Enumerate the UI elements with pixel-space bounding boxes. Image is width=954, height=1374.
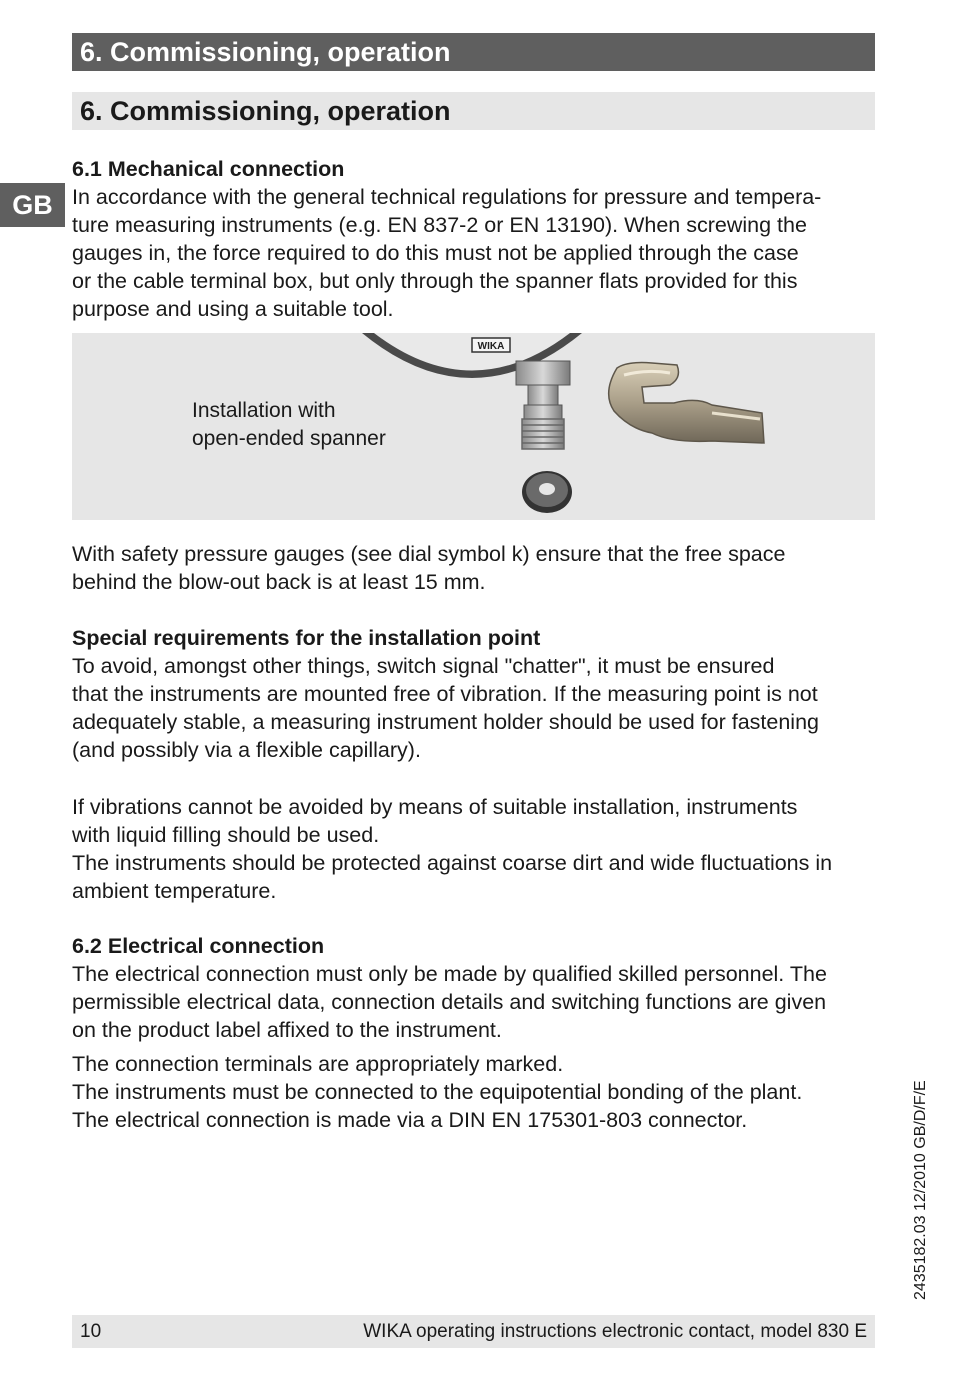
paragraph-line: If vibrations cannot be avoided by means of suitable installation, instruments: [72, 795, 798, 819]
paragraph-line: ambient temperature.: [72, 879, 277, 903]
paragraph-line: The instruments should be protected against coarse dirt and wide fluctuations in: [72, 851, 833, 875]
document-number: 2435182.03 12/2010 GB/D/F/E: [912, 1080, 929, 1300]
installation-figure: [72, 333, 875, 520]
paragraph-line: permissible electrical data, connection details and switching functions are given: [72, 990, 827, 1014]
section-6-2: [72, 932, 877, 1044]
paragraph-line: In accordance with the general technical regulations for pressure and tempera-: [72, 185, 822, 209]
wika-logo-label: WIKA: [477, 341, 505, 352]
paragraph-line: adequately stable, a measuring instrument holder should be used for fastening: [72, 710, 819, 734]
open-ended-spanner: [609, 363, 764, 443]
paragraph-line: that the instruments are mounted free of vibration. If the measuring point is not: [72, 682, 818, 706]
paragraph-line: gauges in, the force required to do this must not be applied through the case: [72, 241, 799, 265]
special-requirements-heading: Special requirements for the installation point: [72, 626, 541, 650]
section-header-light: 6. Commissioning, operation: [72, 92, 875, 130]
vibration-paragraph: [72, 793, 877, 905]
paragraph-line: with liquid filling should be used.: [72, 823, 380, 847]
paragraph-line: The electrical connection must only be made by qualified skilled personnel. The: [72, 962, 827, 986]
paragraph-line: The instruments must be connected to the equipotential bonding of the plant.: [72, 1080, 803, 1104]
paragraph-line: To avoid, amongst other things, switch signal "chatter", it must be ensured: [72, 654, 775, 678]
paragraph-line: or the cable terminal box, but only through the spanner flats provided for this: [72, 269, 798, 293]
paragraph-line: (and possibly via a flexible capillary).: [72, 738, 421, 762]
footer-title: WIKA operating instructions electronic contact, model 830 E: [363, 1321, 867, 1342]
sealing-ring: [522, 471, 572, 513]
language-tab: GB: [0, 183, 65, 227]
paragraph-line: The electrical connection is made via a DIN EN 175301-803 connector.: [72, 1108, 748, 1132]
paragraph-line: With safety pressure gauges (see dial symbol k) ensure that the free space: [72, 542, 786, 566]
section-6-1-heading: 6.1 Mechanical connection: [72, 157, 345, 181]
figure-caption-line: Installation with: [192, 399, 336, 422]
section-6-2-heading: 6.2 Electrical connection: [72, 934, 325, 958]
page-number: 10: [80, 1321, 102, 1342]
paragraph-line: on the product label affixed to the instrument.: [72, 1018, 502, 1042]
paragraph-line: The connection terminals are appropriately marked.: [72, 1052, 564, 1076]
safety-paragraph: [72, 540, 877, 596]
section-6-2-terminals: [72, 1050, 877, 1134]
paragraph-line: ture measuring instruments (e.g. EN 837-2 or EN 13190). When screwing the: [72, 213, 807, 237]
section-header-dark: 6. Commissioning, operation: [72, 33, 875, 71]
gauge-spanner-illustration: [352, 333, 782, 520]
gauge-stem: [516, 361, 570, 449]
paragraph-line: behind the blow-out back is at least 15 mm.: [72, 570, 486, 594]
section-6-1: [72, 155, 877, 323]
page-footer: [72, 1315, 875, 1348]
special-requirements: [72, 624, 877, 764]
paragraph-line: purpose and using a suitable tool.: [72, 297, 394, 321]
figure-caption-line: open-ended spanner: [192, 427, 386, 450]
